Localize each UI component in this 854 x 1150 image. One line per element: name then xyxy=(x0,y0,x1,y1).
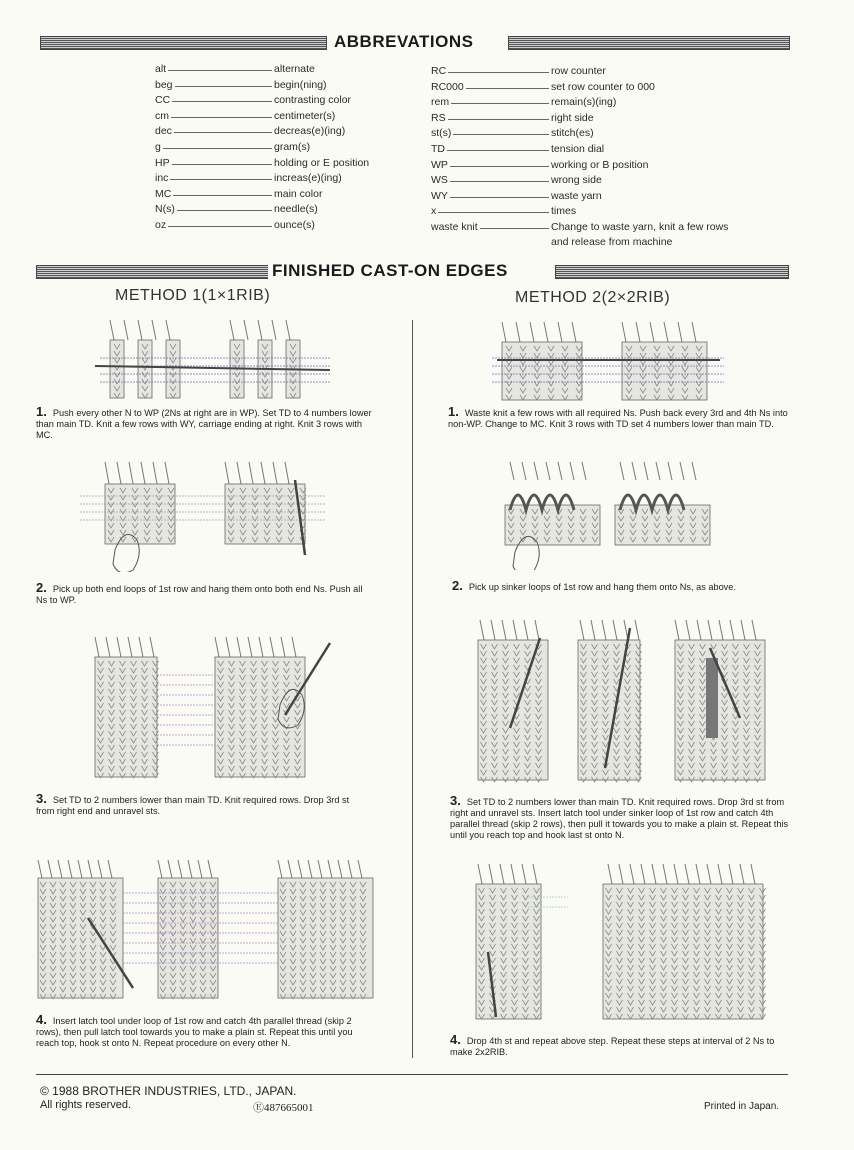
needle-mark xyxy=(692,322,696,342)
needle-mark xyxy=(619,864,623,884)
needle-mark xyxy=(522,462,526,480)
knit-fabric xyxy=(225,484,305,544)
needle-mark xyxy=(752,620,756,640)
abbreviation-key: st(s) xyxy=(431,127,452,140)
leader-line xyxy=(171,117,272,118)
needle-mark xyxy=(480,620,484,640)
needle-mark xyxy=(692,462,696,480)
needle-mark xyxy=(696,864,700,884)
abbreviation-key: RS xyxy=(431,111,446,124)
needle-mark xyxy=(697,620,701,640)
needle-mark xyxy=(318,860,322,878)
knit-fabric xyxy=(622,342,707,400)
needle-mark xyxy=(680,462,684,480)
abbreviation-row xyxy=(155,93,415,108)
leader-line xyxy=(451,103,549,104)
abbreviation-key: RC xyxy=(431,65,447,77)
needle-mark xyxy=(285,462,289,484)
section-bar-right xyxy=(555,265,789,279)
abbreviation-value: begin(ning) xyxy=(274,78,327,91)
needle-mark xyxy=(674,864,678,884)
method2-step-1: 1. Waste knit a few rows with all required Ns. Push back every 3rd and 4th Ns into non-WP. Change to MC. Knit 3 rows with TD set 4 numbers lower than main TD. xyxy=(448,404,788,429)
leader-line xyxy=(173,195,272,196)
abbreviation-value: contrasting color xyxy=(274,94,352,107)
needle-mark xyxy=(707,864,711,884)
needle-mark xyxy=(139,637,143,657)
abbreviation-key: TD xyxy=(431,143,445,155)
abbreviation-row xyxy=(431,126,791,141)
needle-mark xyxy=(719,620,723,640)
abbreviation-row xyxy=(431,80,791,95)
method2-step-3: 3. Set TD to 2 numbers lower than main TD. Knit required rows. Drop 3rd st from right and unravel sts. Insert latch tool under sinker loop of 1st row and catch 4th parallel thread (skip 2 rows), then pull it towards you to make a plain st. Repeat this until you reach top and hook last st onto N. xyxy=(450,793,789,840)
needle-mark xyxy=(613,620,617,640)
needle-mark xyxy=(106,637,110,657)
abbreviation-value: times xyxy=(551,205,577,218)
needle-mark xyxy=(244,320,248,340)
needle-mark xyxy=(636,322,640,342)
needle-mark xyxy=(730,620,734,640)
needle-mark xyxy=(656,462,660,480)
leader-line xyxy=(174,132,272,133)
needle-mark xyxy=(558,322,562,342)
method1-step1-illustration xyxy=(90,318,340,400)
abbreviation-key: WP xyxy=(431,158,448,171)
needle-mark xyxy=(708,620,712,640)
abbreviation-row xyxy=(431,111,791,126)
knit-fabric xyxy=(615,505,710,545)
abbreviation-value: working or B position xyxy=(551,158,649,171)
needle-mark xyxy=(249,462,253,484)
abbreviation-row xyxy=(155,171,415,186)
needle-mark xyxy=(129,462,133,484)
needle-mark xyxy=(237,462,241,484)
abbreviation-value: remain(s)(ing) xyxy=(551,96,617,109)
needle-mark xyxy=(225,462,229,484)
abbreviation-value: main color xyxy=(274,187,323,200)
abbreviations-right-list xyxy=(431,64,791,254)
needle-mark xyxy=(580,620,584,640)
needle-mark xyxy=(124,320,128,340)
needle-mark xyxy=(117,637,121,657)
method1-step-3: 3. Set TD to 2 numbers lower than main TD. Knit required rows. Drop 3rd st from right end and unravel sts. xyxy=(36,791,350,816)
abbreviation-row xyxy=(431,220,791,248)
abbreviation-value-continued: and release from machine xyxy=(551,236,673,248)
method1-step2-illustration xyxy=(75,460,335,572)
abbreviation-value: Change to waste yarn, knit a few rows xyxy=(551,221,729,233)
abbreviation-key: beg xyxy=(155,78,173,91)
needle-mark xyxy=(729,864,733,884)
needle-mark xyxy=(141,462,145,484)
abbreviation-key: x xyxy=(431,205,437,218)
needle-mark xyxy=(128,637,132,657)
needle-mark xyxy=(516,322,520,342)
abbreviation-value: stitch(es) xyxy=(551,127,594,140)
method2-step2-illustration xyxy=(490,460,735,570)
cast-on-edges-title: FINISHED CAST-ON EDGES xyxy=(268,261,512,281)
method2-step3-illustration xyxy=(470,618,780,786)
needle-mark xyxy=(513,620,517,640)
abbreviation-row xyxy=(155,202,415,217)
needle-mark xyxy=(215,637,219,657)
needle-mark xyxy=(68,860,72,878)
abbreviation-value: row counter xyxy=(551,65,606,77)
needle-mark xyxy=(478,864,482,884)
needle-mark xyxy=(502,620,506,640)
method1-step-1: 1. Push every other N to WP (2Ns at right are in WP). Set TD to 4 numbers lower than main TD. Knit a few rows with WY, carriage ending at right. Knit 3 rows with MC. xyxy=(36,404,372,440)
abbreviation-value: needle(s) xyxy=(274,203,318,216)
abbreviation-row xyxy=(155,156,415,171)
abbreviation-key: HP xyxy=(155,156,170,169)
needle-mark xyxy=(530,322,534,342)
abbreviation-key: rem xyxy=(431,96,450,109)
knit-fabric xyxy=(675,640,765,780)
footer-divider xyxy=(36,1074,788,1075)
abbreviation-row xyxy=(431,64,791,79)
needle-mark xyxy=(570,462,574,480)
method1-step-4: 4. Insert latch tool under loop of 1st row and catch 4th parallel thread (skip 2 rows), then pull latch tool towards you to make a plain st. Repeat this until you reach top, hook st onto N. Repeat procedure on every other N. xyxy=(36,1012,353,1048)
section-bar-left xyxy=(36,265,274,279)
needle-mark xyxy=(751,864,755,884)
needle-mark xyxy=(632,462,636,480)
abbreviation-value: increas(e)(ing) xyxy=(274,172,342,185)
needle-mark xyxy=(635,620,639,640)
needle-mark xyxy=(105,462,109,484)
knit-fabric xyxy=(578,640,640,780)
leader-line xyxy=(163,148,272,149)
needle-mark xyxy=(644,462,648,480)
knit-fabric xyxy=(105,484,175,544)
needle-mark xyxy=(48,860,52,878)
needle-mark xyxy=(95,637,99,657)
abbreviation-row xyxy=(155,78,415,93)
needle-mark xyxy=(248,637,252,657)
leader-line xyxy=(450,197,549,198)
needle-mark xyxy=(178,860,182,878)
needle-mark xyxy=(272,320,276,340)
needle-mark xyxy=(292,637,296,657)
knit-fabric xyxy=(278,878,373,998)
needle-mark xyxy=(226,637,230,657)
needle-mark xyxy=(533,864,537,884)
abbreviation-row xyxy=(155,187,415,202)
leader-line xyxy=(466,88,549,89)
needle-mark xyxy=(572,322,576,342)
header-bar-left xyxy=(40,36,327,50)
abbreviation-row xyxy=(431,189,791,204)
abbreviations-left-list xyxy=(155,62,415,242)
abbreviation-value: holding or E position xyxy=(274,156,370,169)
needle-mark xyxy=(591,620,595,640)
needle-mark xyxy=(278,860,282,878)
needle-mark xyxy=(522,864,526,884)
abbreviation-key: RC000 xyxy=(431,80,464,93)
leader-line xyxy=(450,181,549,182)
abbreviation-key: alt xyxy=(155,63,167,75)
abbreviation-value: ounce(s) xyxy=(274,219,315,231)
needle-mark xyxy=(270,637,274,657)
abbreviation-key: MC xyxy=(155,187,172,200)
method2-title: METHOD 2(2×2RIB) xyxy=(515,289,671,306)
needle-mark xyxy=(546,462,550,480)
abbreviation-key: waste knit xyxy=(431,221,478,233)
needle-mark xyxy=(168,860,172,878)
abbreviation-key: WY xyxy=(431,189,448,202)
needle-mark xyxy=(58,860,62,878)
leader-line xyxy=(172,101,272,102)
method1-step-2: 2. Pick up both end loops of 1st row and hang them onto both end Ns. Push all Ns to WP. xyxy=(36,580,363,605)
needle-mark xyxy=(153,462,157,484)
needle-mark xyxy=(622,322,626,342)
needle-mark xyxy=(582,462,586,480)
needle-mark xyxy=(259,637,263,657)
needle-mark xyxy=(668,462,672,480)
copyright: © 1988 BROTHER INDUSTRIES, LTD., JAPAN. xyxy=(40,1084,297,1098)
abbreviation-row xyxy=(155,109,415,124)
abbreviation-value: waste yarn xyxy=(551,189,602,202)
leader-line xyxy=(177,210,272,211)
needle-mark xyxy=(108,860,112,878)
knit-fabric xyxy=(158,878,218,998)
leader-line xyxy=(448,72,549,73)
needle-mark xyxy=(348,860,352,878)
abbreviation-row xyxy=(431,95,791,110)
needle-mark xyxy=(630,864,634,884)
needle-mark xyxy=(686,620,690,640)
needle-mark xyxy=(740,864,744,884)
abbreviation-row xyxy=(155,140,415,155)
leader-line xyxy=(168,226,272,227)
abbreviation-row xyxy=(155,124,415,139)
needle-mark xyxy=(675,620,679,640)
needle-mark xyxy=(281,637,285,657)
needle-mark xyxy=(208,860,212,878)
leader-line xyxy=(447,150,549,151)
needle-mark xyxy=(602,620,606,640)
abbreviation-row xyxy=(431,158,791,173)
abbreviation-key: N(s) xyxy=(155,203,175,216)
needle-mark xyxy=(273,462,277,484)
leader-line xyxy=(450,166,549,167)
leader-line xyxy=(448,119,549,120)
needle-mark xyxy=(664,322,668,342)
abbreviation-key: oz xyxy=(155,219,167,231)
needle-mark xyxy=(500,864,504,884)
needle-mark xyxy=(261,462,265,484)
needle-mark xyxy=(328,860,332,878)
header-bar-right xyxy=(508,36,790,50)
abbreviation-value: centimeter(s) xyxy=(274,109,336,122)
abbreviation-key: dec xyxy=(155,125,172,138)
needle-mark xyxy=(650,322,654,342)
needle-mark xyxy=(152,320,156,340)
method1-step3-illustration xyxy=(85,635,340,785)
needle-mark xyxy=(678,322,682,342)
abbreviation-key: cm xyxy=(155,109,169,122)
needle-mark xyxy=(88,860,92,878)
needle-mark xyxy=(165,462,169,484)
needle-mark xyxy=(158,860,162,878)
abbreviation-row xyxy=(431,142,791,157)
needle-mark xyxy=(524,620,528,640)
abbreviation-key: CC xyxy=(155,94,171,107)
needle-mark xyxy=(620,462,624,480)
needle-mark xyxy=(741,620,745,640)
needle-mark xyxy=(534,462,538,480)
needle-mark xyxy=(358,860,362,878)
abbreviation-row xyxy=(155,218,415,233)
needle-mark xyxy=(286,320,290,340)
abbreviation-value: wrong side xyxy=(551,174,602,187)
needle-mark xyxy=(663,864,667,884)
needle-mark xyxy=(685,864,689,884)
needle-mark xyxy=(298,860,302,878)
needle-mark xyxy=(78,860,82,878)
document-code: Ⓔ487665001 xyxy=(253,1102,314,1114)
needle-mark xyxy=(38,860,42,878)
knit-fabric xyxy=(505,505,600,545)
printed-in: Printed in Japan. xyxy=(704,1101,780,1112)
needle-mark xyxy=(338,860,342,878)
leader-line xyxy=(480,228,549,229)
needle-mark xyxy=(98,860,102,878)
needle-mark xyxy=(491,620,495,640)
abbreviation-value: right side xyxy=(551,111,594,124)
method2-step-2: 2. Pick up sinker loops of 1st row and hang them onto Ns, as above. xyxy=(452,578,736,593)
chained-stitch-column xyxy=(706,658,718,738)
needle-mark xyxy=(237,637,241,657)
method1-step4-illustration xyxy=(28,858,383,1003)
needle-mark xyxy=(198,860,202,878)
needle-mark xyxy=(117,462,121,484)
abbreviation-value: tension dial xyxy=(551,143,605,155)
needle-mark xyxy=(258,320,262,340)
abbreviation-row xyxy=(431,173,791,188)
needle-mark xyxy=(288,860,292,878)
abbreviation-row xyxy=(431,204,791,219)
knit-fabric xyxy=(476,884,541,1019)
abbreviations-title: ABBREVATIONS xyxy=(330,32,478,52)
leader-line xyxy=(453,134,549,135)
leader-line xyxy=(170,179,272,180)
abbreviation-value: gram(s) xyxy=(274,141,311,153)
knit-fabric xyxy=(95,657,157,777)
abbreviation-key: inc xyxy=(155,172,169,185)
needle-mark xyxy=(652,864,656,884)
abbreviation-key: g xyxy=(155,141,161,153)
needle-mark xyxy=(110,320,114,340)
rights-reserved: All rights reserved. xyxy=(40,1099,132,1111)
leader-line xyxy=(172,164,272,165)
abbreviation-value: alternate xyxy=(274,63,315,75)
needle-mark xyxy=(535,620,539,640)
needle-mark xyxy=(558,462,562,480)
needle-mark xyxy=(511,864,515,884)
abbreviation-row xyxy=(155,62,415,77)
needle-mark xyxy=(641,864,645,884)
needle-mark xyxy=(166,320,170,340)
needle-mark xyxy=(138,320,142,340)
method2-step-4: 4. Drop 4th st and repeat above step. Repeat these steps at interval of 2 Ns to make 2x2RIB. xyxy=(450,1032,775,1057)
leader-line xyxy=(168,70,272,71)
needle-mark xyxy=(608,864,612,884)
method1-title: METHOD 1(1×1RIB) xyxy=(115,287,271,304)
abbreviation-value: set row counter to 000 xyxy=(551,80,655,93)
leader-line xyxy=(175,86,272,87)
needle-mark xyxy=(718,864,722,884)
method2-step4-illustration xyxy=(468,862,773,1022)
needle-mark xyxy=(544,322,548,342)
needle-mark xyxy=(150,637,154,657)
abbreviation-value: decreas(e)(ing) xyxy=(274,125,346,138)
needle-mark xyxy=(308,860,312,878)
needle-mark xyxy=(230,320,234,340)
column-divider xyxy=(412,320,413,1058)
needle-mark xyxy=(489,864,493,884)
needle-mark xyxy=(502,322,506,342)
needle-mark xyxy=(188,860,192,878)
knit-fabric xyxy=(502,342,582,400)
abbreviation-key: WS xyxy=(431,174,448,187)
method2-step1-illustration xyxy=(492,320,727,402)
needle-mark xyxy=(510,462,514,480)
leader-line xyxy=(438,212,549,213)
